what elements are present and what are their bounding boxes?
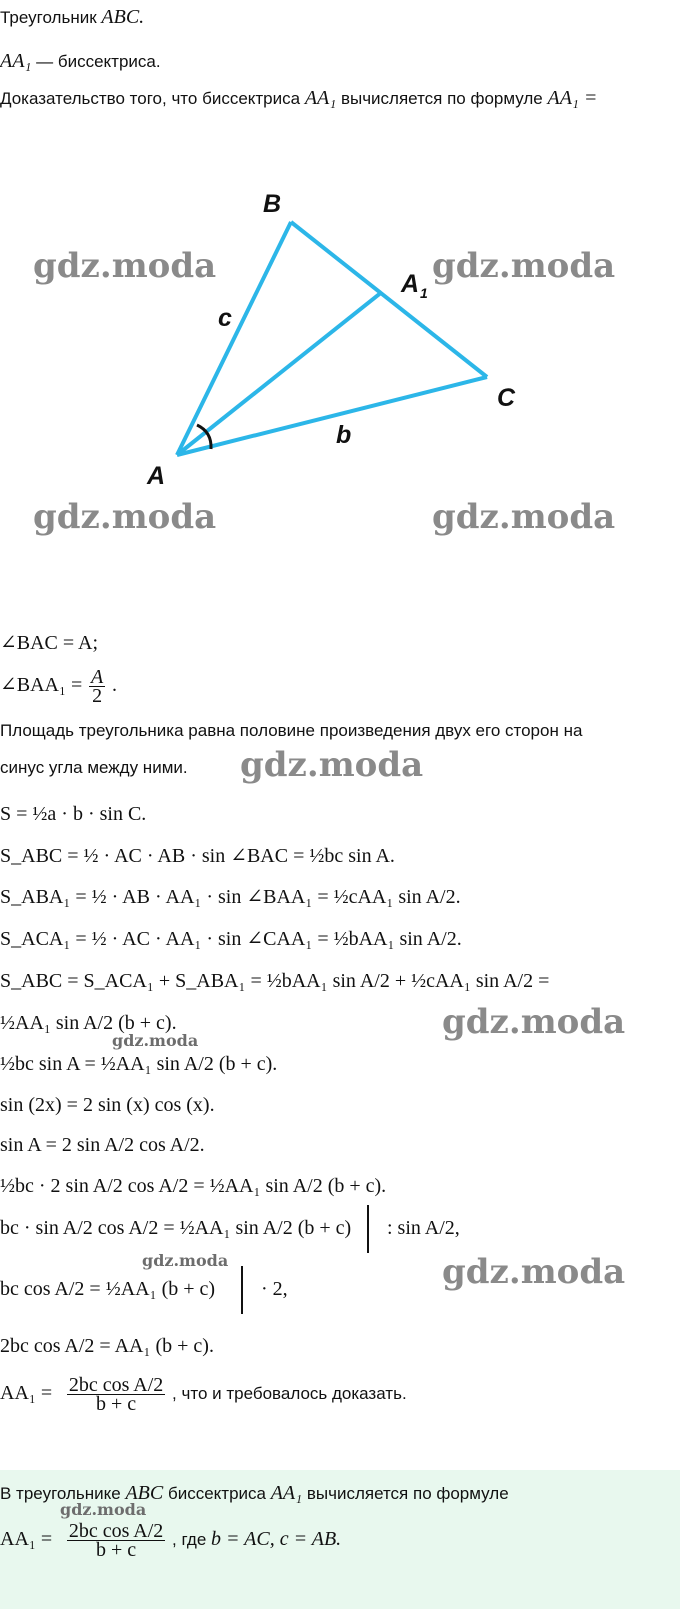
angle-bac: ∠BAC = A; — [0, 632, 99, 654]
watermark: gdz.moda — [33, 246, 217, 286]
fraction-den: b + c — [96, 1393, 137, 1415]
intro-line-2-text: — биссектриса. — [36, 52, 161, 71]
conclusion-lhs: AA₁ = — [0, 1527, 53, 1550]
fraction-num: A — [90, 666, 104, 688]
watermark: gdz.moda — [442, 1252, 626, 1292]
area-text-2: синус угла между ними. — [0, 758, 188, 777]
watermark: gdz.moda — [432, 246, 616, 286]
conclusion-tail-math: b = AC, c = AB. — [211, 1527, 342, 1550]
final-text: , что и требовалось доказать. — [172, 1383, 407, 1403]
intro-line-1-math: ABC. — [101, 6, 145, 28]
formula-s-abc: S_ABC = ½ · AC · AB · sin ∠BAC = ½bc sin A. — [0, 845, 395, 867]
formula-eq2: ½bc · 2 sin A/2 cos A/2 = ½AA₁ sin A/2 (b + c). — [0, 1175, 387, 1197]
fraction-num: 2bc cos A/2 — [68, 1520, 164, 1542]
divider-bar — [241, 1266, 243, 1314]
area-text-1: Площадь треугольника равна половине произведения двух его сторон на — [0, 721, 583, 740]
fraction — [67, 1522, 165, 1559]
fraction — [89, 668, 105, 705]
conclusion-math-aa1: AA₁ — [270, 1482, 303, 1504]
conclusion-text-a: В треугольнике — [0, 1484, 121, 1503]
intro-line-2-math: AA₁ — [0, 50, 32, 72]
final-result — [0, 1376, 407, 1413]
intro-line-3-math2: AA₁ = — [547, 87, 598, 109]
formula-eq5: 2bc cos A/2 = AA₁ (b + c). — [0, 1335, 214, 1357]
intro-line-1-text: Треугольник — [0, 8, 97, 27]
intro-line-2 — [0, 50, 161, 73]
label-vertex-c: C — [497, 384, 516, 412]
formula-s-aba1: S_ABA₁ = ½ · AB · AA₁ · sin ∠BAA₁ = ½cAA₁ sin A/2. — [0, 886, 461, 908]
watermark: gdz.moda — [432, 497, 616, 537]
formula-double-angle: sin (2x) = 2 sin (x) cos (x). — [0, 1094, 215, 1116]
conclusion-formula — [0, 1522, 341, 1559]
watermark: gdz.moda — [442, 1002, 626, 1042]
label-a1: A — [401, 270, 420, 298]
label-side-b: b — [336, 421, 352, 449]
formula-eq3: bc · sin A/2 cos A/2 = ½AA₁ sin A/2 (b + c) — [0, 1217, 352, 1239]
conclusion-text-c: вычисляется по формуле — [306, 1484, 509, 1503]
watermark: gdz.moda — [112, 1031, 199, 1050]
watermark: gdz.moda — [240, 745, 424, 785]
formula-eq3-op: : sin A/2, — [387, 1217, 460, 1239]
conclusion-text-b: биссектриса — [167, 1484, 266, 1503]
intro-line-3-b: вычисляется по формуле — [340, 89, 543, 108]
angle-baa1-left: ∠BAA₁ = — [0, 673, 83, 696]
angle-baa1-end: . — [111, 673, 117, 696]
label-vertex-a: A — [147, 462, 166, 490]
formula-eq4-op: · 2, — [261, 1278, 288, 1300]
intro-line-3 — [0, 87, 597, 110]
intro-line-3-math: AA₁ — [304, 87, 337, 109]
formula-s-sum: S_ABC = S_ACA₁ + S_ABA₁ = ½bAA₁ sin A/2 + ½cAA₁ sin A/2 = — [0, 970, 550, 992]
formula-s-sum-2: ½AA₁ sin A/2 (b + c). — [0, 1012, 177, 1034]
intro-line-1 — [0, 6, 144, 29]
conclusion-math-abc: ABC — [125, 1482, 164, 1504]
watermark: gdz.moda — [60, 1500, 147, 1519]
fraction-num: 2bc cos A/2 — [68, 1374, 164, 1396]
label-vertex-b: B — [263, 190, 282, 218]
final-lhs: AA₁ = — [0, 1381, 53, 1404]
triangle-figure — [0, 170, 680, 550]
formula-s-general: S = ½a · b · sin C. — [0, 803, 147, 825]
divider-bar — [367, 1205, 369, 1253]
label-a1-sub: 1 — [420, 285, 428, 301]
formula-sin-a: sin A = 2 sin A/2 cos A/2. — [0, 1134, 205, 1156]
formula-eq1: ½bc sin A = ½AA₁ sin A/2 (b + c). — [0, 1053, 278, 1075]
angle-baa1 — [0, 668, 117, 705]
intro-line-3-a: Доказательство того, что биссектриса — [0, 89, 301, 108]
conclusion-box — [0, 1470, 680, 1609]
conclusion-tail-text: , где — [172, 1529, 207, 1549]
label-side-c: c — [218, 304, 232, 332]
fraction-den: b + c — [96, 1539, 137, 1561]
watermark: gdz.moda — [33, 497, 217, 537]
fraction-den: 2 — [92, 685, 103, 707]
formula-s-aca1: S_ACA₁ = ½ · AC · AA₁ · sin ∠CAA₁ = ½bAA₁ sin A/2. — [0, 928, 462, 950]
fraction — [67, 1376, 165, 1413]
watermark: gdz.moda — [142, 1251, 229, 1270]
formula-eq4: bc cos A/2 = ½AA₁ (b + c) — [0, 1278, 216, 1300]
